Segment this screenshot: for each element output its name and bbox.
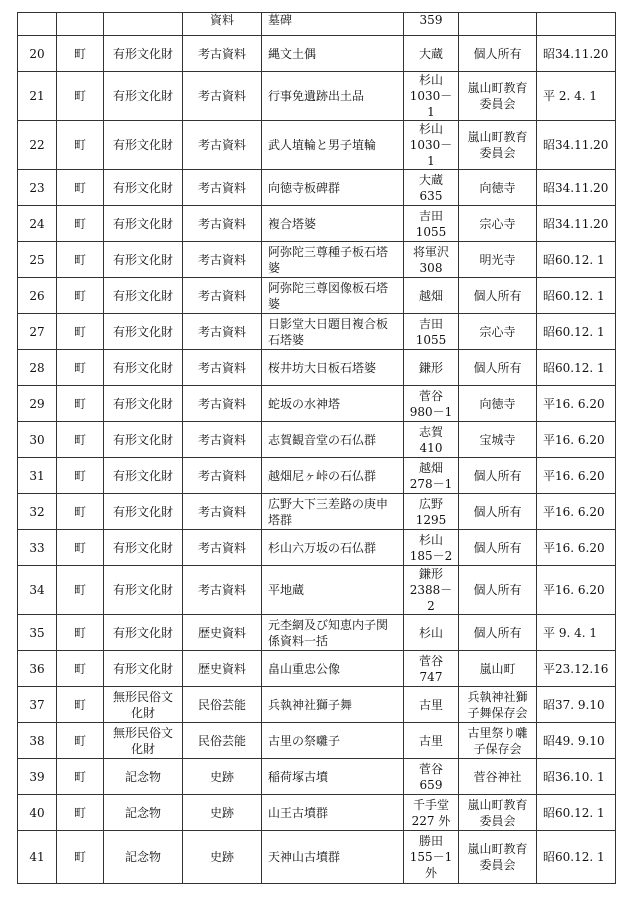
table-row: [18, 759, 616, 795]
cell-owner: 宝城寺: [459, 422, 537, 458]
cell-name: 元杢網及び知恵内子関 係資料一括: [262, 615, 404, 651]
cell-name: 古里の祭囃子: [262, 723, 404, 759]
cell-level: 町: [57, 494, 104, 530]
cell-owner: [459, 13, 537, 36]
table-row: [18, 170, 616, 206]
cell-type: 考古資料: [183, 494, 262, 530]
table-row: [18, 206, 616, 242]
cell-owner: 嵐山町教育 委員会: [459, 121, 537, 170]
cell-category: 有形文化財: [104, 651, 183, 687]
cell-location: 広野 1295: [404, 494, 459, 530]
cell-date: 昭60.12. 1: [537, 242, 616, 278]
cell-owner: 個人所有: [459, 278, 537, 314]
cell-date: 昭34.11.20: [537, 121, 616, 170]
cell-type: 考古資料: [183, 170, 262, 206]
cell-date: 昭60.12. 1: [537, 350, 616, 386]
cell-location: 菅谷 659: [404, 759, 459, 795]
table-row: [18, 458, 616, 494]
cell-no: 34: [18, 566, 57, 615]
cell-name: 広野大下三差路の庚申 塔群: [262, 494, 404, 530]
table-row: [18, 314, 616, 350]
cell-type: 考古資料: [183, 72, 262, 121]
cell-no: 26: [18, 278, 57, 314]
cell-level: [57, 13, 104, 36]
cell-date: 平 2. 4. 1: [537, 72, 616, 121]
cell-type: 考古資料: [183, 422, 262, 458]
table-row: [18, 386, 616, 422]
cell-location: 杉山 1030－1: [404, 121, 459, 170]
cell-type: 資料: [183, 13, 262, 36]
cell-name: 平地蔵: [262, 566, 404, 615]
cell-category: 有形文化財: [104, 494, 183, 530]
cell-name: 杉山六万坂の石仏群: [262, 530, 404, 566]
cell-no: 27: [18, 314, 57, 350]
cell-level: 町: [57, 242, 104, 278]
cell-name: 兵執神社獅子舞: [262, 687, 404, 723]
table-row: [18, 723, 616, 759]
cell-name: 山王古墳群: [262, 795, 404, 831]
table-row: [18, 72, 616, 121]
cell-date: 昭60.12. 1: [537, 795, 616, 831]
cell-date: 昭60.12. 1: [537, 314, 616, 350]
cell-location: 志賀 410: [404, 422, 459, 458]
cell-category: 有形文化財: [104, 206, 183, 242]
cell-location: 大蔵: [404, 36, 459, 72]
cell-no: 38: [18, 723, 57, 759]
cell-date: 昭36.10. 1: [537, 759, 616, 795]
cell-type: 民俗芸能: [183, 687, 262, 723]
cell-no: 39: [18, 759, 57, 795]
cell-no: 23: [18, 170, 57, 206]
cell-owner: 個人所有: [459, 458, 537, 494]
table-row: [18, 278, 616, 314]
document-page: [17, 12, 615, 884]
cell-location: 杉山 1030－1: [404, 72, 459, 121]
cell-category: 無形民俗文 化財: [104, 687, 183, 723]
cell-category: 記念物: [104, 795, 183, 831]
cell-level: 町: [57, 314, 104, 350]
cell-date: 昭34.11.20: [537, 206, 616, 242]
table-row: [18, 530, 616, 566]
cell-location: 千手堂 227 外: [404, 795, 459, 831]
cell-date: 平23.12.16: [537, 651, 616, 687]
table-row: [18, 566, 616, 615]
cell-type: 考古資料: [183, 278, 262, 314]
cell-name: 日影堂大日題目複合板 石塔婆: [262, 314, 404, 350]
cell-location: 鎌形: [404, 350, 459, 386]
cell-name: 天神山古墳群: [262, 831, 404, 884]
cell-category: 有形文化財: [104, 278, 183, 314]
cell-category: 有形文化財: [104, 458, 183, 494]
cell-name: 武人埴輪と男子埴輪: [262, 121, 404, 170]
cell-date: 昭60.12. 1: [537, 831, 616, 884]
table-row: [18, 494, 616, 530]
cell-owner: 明光寺: [459, 242, 537, 278]
cell-type: 考古資料: [183, 458, 262, 494]
cell-no: 31: [18, 458, 57, 494]
cell-owner: 個人所有: [459, 530, 537, 566]
cell-type: 考古資料: [183, 36, 262, 72]
table-row: [18, 422, 616, 458]
cell-date: 昭34.11.20: [537, 170, 616, 206]
cell-date: 平16. 6.20: [537, 566, 616, 615]
cell-name: 稲荷塚古墳: [262, 759, 404, 795]
cell-date: 昭34.11.20: [537, 36, 616, 72]
cell-name: 蛇坂の水神塔: [262, 386, 404, 422]
cell-category: 有形文化財: [104, 36, 183, 72]
cell-location: 杉山 185－2: [404, 530, 459, 566]
cell-category: 無形民俗文 化財: [104, 723, 183, 759]
cell-type: 歴史資料: [183, 615, 262, 651]
cell-no: 40: [18, 795, 57, 831]
cell-no: 30: [18, 422, 57, 458]
cell-category: 有形文化財: [104, 422, 183, 458]
cell-location: 古里: [404, 687, 459, 723]
cell-location: 勝田 155－1 外: [404, 831, 459, 884]
table-row: [18, 687, 616, 723]
cell-location: 大蔵 635: [404, 170, 459, 206]
cell-location: 菅谷 747: [404, 651, 459, 687]
cell-date: 平16. 6.20: [537, 458, 616, 494]
table-row: [18, 242, 616, 278]
cell-owner: 嵐山町: [459, 651, 537, 687]
cell-owner: 個人所有: [459, 615, 537, 651]
cell-name: 阿弥陀三尊種子板石塔 婆: [262, 242, 404, 278]
cell-no: 24: [18, 206, 57, 242]
cell-category: 有形文化財: [104, 386, 183, 422]
cell-owner: 古里祭り囃 子保存会: [459, 723, 537, 759]
cell-date: 昭49. 9.10: [537, 723, 616, 759]
cell-no: 25: [18, 242, 57, 278]
cell-level: 町: [57, 530, 104, 566]
cell-date: 平16. 6.20: [537, 386, 616, 422]
cell-name: 桜井坊大日板石塔婆: [262, 350, 404, 386]
table-row: [18, 795, 616, 831]
cell-level: 町: [57, 458, 104, 494]
cell-level: 町: [57, 759, 104, 795]
cell-owner: 向徳寺: [459, 170, 537, 206]
cell-level: 町: [57, 615, 104, 651]
cell-no: 36: [18, 651, 57, 687]
cell-owner: 宗心寺: [459, 206, 537, 242]
cell-name: 越畑尼ヶ峠の石仏群: [262, 458, 404, 494]
cell-no: 28: [18, 350, 57, 386]
cell-category: 有形文化財: [104, 242, 183, 278]
cell-level: 町: [57, 72, 104, 121]
cell-owner: 個人所有: [459, 494, 537, 530]
cell-no: 35: [18, 615, 57, 651]
cell-type: 考古資料: [183, 242, 262, 278]
cell-level: 町: [57, 422, 104, 458]
cell-owner: 嵐山町教育 委員会: [459, 831, 537, 884]
cell-category: 記念物: [104, 759, 183, 795]
cell-category: 有形文化財: [104, 530, 183, 566]
cell-date: 昭37. 9.10: [537, 687, 616, 723]
cell-type: 考古資料: [183, 314, 262, 350]
cell-type: 史跡: [183, 759, 262, 795]
cell-date: 平16. 6.20: [537, 494, 616, 530]
cell-date: 昭60.12. 1: [537, 278, 616, 314]
table-row: [18, 350, 616, 386]
cell-level: 町: [57, 350, 104, 386]
cell-level: 町: [57, 121, 104, 170]
cell-name: 行事免遺跡出土品: [262, 72, 404, 121]
cell-category: 有形文化財: [104, 615, 183, 651]
cell-type: 史跡: [183, 831, 262, 884]
cell-location: 鎌形 2388－2: [404, 566, 459, 615]
cell-category: 有形文化財: [104, 566, 183, 615]
cell-date: 平16. 6.20: [537, 530, 616, 566]
cell-location: 359: [404, 13, 459, 36]
cell-location: 古里: [404, 723, 459, 759]
table-row: [18, 121, 616, 170]
cell-type: 考古資料: [183, 386, 262, 422]
cell-owner: 兵執神社獅 子舞保存会: [459, 687, 537, 723]
cell-name: 志賀観音堂の石仏群: [262, 422, 404, 458]
cell-location: 将軍沢 308: [404, 242, 459, 278]
cell-category: 有形文化財: [104, 350, 183, 386]
cell-level: 町: [57, 170, 104, 206]
cell-owner: 個人所有: [459, 36, 537, 72]
cell-level: 町: [57, 278, 104, 314]
cell-owner: 宗心寺: [459, 314, 537, 350]
cell-type: 考古資料: [183, 350, 262, 386]
cell-no: 22: [18, 121, 57, 170]
cell-category: 有形文化財: [104, 121, 183, 170]
cell-owner: 向徳寺: [459, 386, 537, 422]
cell-location: 吉田 1055: [404, 314, 459, 350]
cell-name: 複合塔婆: [262, 206, 404, 242]
cell-level: 町: [57, 36, 104, 72]
cell-location: 杉山: [404, 615, 459, 651]
cell-owner: 個人所有: [459, 350, 537, 386]
cell-no: 29: [18, 386, 57, 422]
cell-category: 記念物: [104, 831, 183, 884]
cell-no: 20: [18, 36, 57, 72]
cell-no: 21: [18, 72, 57, 121]
table-row: [18, 651, 616, 687]
cell-name: 畠山重忠公像: [262, 651, 404, 687]
cell-location: 越畑: [404, 278, 459, 314]
cell-date: 平 9. 4. 1: [537, 615, 616, 651]
table-row: [18, 831, 616, 884]
cell-owner: 個人所有: [459, 566, 537, 615]
cell-no: 41: [18, 831, 57, 884]
cell-level: 町: [57, 386, 104, 422]
table-row: [18, 13, 616, 36]
cell-date: [537, 13, 616, 36]
cell-name: 向徳寺板碑群: [262, 170, 404, 206]
cell-no: 33: [18, 530, 57, 566]
cell-type: 考古資料: [183, 206, 262, 242]
cell-type: 考古資料: [183, 530, 262, 566]
cell-level: 町: [57, 831, 104, 884]
cell-name: 縄文土偶: [262, 36, 404, 72]
cell-location: 吉田 1055: [404, 206, 459, 242]
cell-level: 町: [57, 687, 104, 723]
cell-owner: 菅谷神社: [459, 759, 537, 795]
cell-type: 考古資料: [183, 566, 262, 615]
cell-owner: 嵐山町教育 委員会: [459, 72, 537, 121]
cell-name: 阿弥陀三尊図像板石塔 婆: [262, 278, 404, 314]
cell-owner: 嵐山町教育 委員会: [459, 795, 537, 831]
cell-type: 史跡: [183, 795, 262, 831]
cell-level: 町: [57, 651, 104, 687]
cell-location: 菅谷 980－1: [404, 386, 459, 422]
cell-date: 平16. 6.20: [537, 422, 616, 458]
cell-no: 32: [18, 494, 57, 530]
cell-category: 有形文化財: [104, 314, 183, 350]
cell-type: 考古資料: [183, 121, 262, 170]
cell-category: 有形文化財: [104, 72, 183, 121]
cell-location: 越畑 278－1: [404, 458, 459, 494]
cell-category: [104, 13, 183, 36]
cell-level: 町: [57, 723, 104, 759]
cell-no: 37: [18, 687, 57, 723]
cell-no: [18, 13, 57, 36]
cell-level: 町: [57, 795, 104, 831]
cell-name: 墓碑: [262, 13, 404, 36]
cell-category: 有形文化財: [104, 170, 183, 206]
cultural-property-table: [17, 12, 616, 884]
cell-level: 町: [57, 206, 104, 242]
table-row: [18, 36, 616, 72]
cell-type: 歴史資料: [183, 651, 262, 687]
cell-level: 町: [57, 566, 104, 615]
table-row: [18, 615, 616, 651]
cell-type: 民俗芸能: [183, 723, 262, 759]
